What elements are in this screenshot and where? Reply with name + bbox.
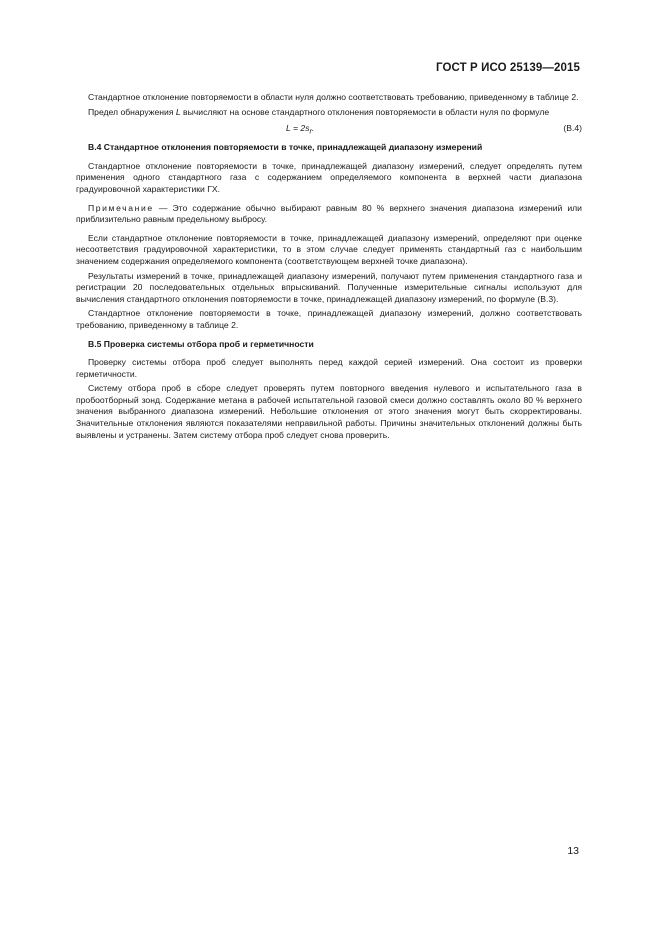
document-body (76, 92, 582, 441)
document-header: ГОСТ Р ИСО 25139—2015 (435, 62, 580, 74)
formula-subscript: r (309, 127, 312, 136)
formula-expression (286, 123, 314, 138)
formula-lhs: L (286, 123, 291, 134)
page-number: 13 (567, 845, 579, 857)
formula-number: (B.4) (563, 123, 582, 134)
paragraph: Проверку системы отбора проб следует выполнять перед каждой серией измерений. Она состоит из проверки герметичности. (76, 357, 582, 379)
paragraph: Если стандартное отклонение повторяемости в точке, принадлежащей диапазону измерений, определяют при оценке несоответствия градуировочной характеристики, то в этом случае следует применять стандартный газ с наибольшим значением содержания определяемого компонента (соответствующем верхней точке диапазона). (76, 232, 582, 266)
paragraph: Стандартное отклонение повторяемости в точке, принадлежащей диапазону измерений, следует определять путем применения одного стандартного газа с содержанием определяемого компонента в верхней части диапазона градуировочной характеристики ГХ. (76, 160, 582, 194)
paragraph: Результаты измерений в точке, принадлежащей диапазону измерений, получают путем применения стандартного газа и регистрации 20 последовательных отдельных впрыскиваний. Полученные измерительные сигналы используют для вычисления стандартного отклонения повторяемости в точке, принадлежащей диапазону измерений, по формуле (B.3). (76, 270, 582, 304)
paragraph: Стандартное отклонение повторяемости в точке, принадлежащей диапазону измерений, должно соответствовать требованию, приведенному в таблице 2. (76, 308, 582, 330)
paragraph: Стандартное отклонение повторяемости в области нуля должно соответствовать требованию, приведенному в таблице 2. (88, 92, 579, 102)
section-heading-b5: B.5 Проверка системы отбора проб и герметичности (88, 338, 314, 349)
paragraph (76, 107, 582, 119)
text: Предел обнаружения (88, 106, 176, 117)
symbol-l: L (175, 106, 181, 117)
formula-rhs: = 2s (290, 123, 310, 134)
formula-b4 (76, 123, 582, 135)
note (76, 203, 582, 226)
formula-end: . (311, 123, 315, 134)
paragraph: Систему отбора проб в сборе следует проверять путем повторного введения нулевого и испытательного газа в пробоотборный зонд. Содержание метана в рабочей испытательной газовой смеси должно составлять около 80 % верхнего значения выбранного диапазона измерений. Небольшие отклонения от этого значения могут быть скорректированы. Значительные отклонения являются показателями неправильной работы. Причины значительных отклонений должны быть выявлены и устранены. Затем систему отбора проб следует снова проверить. (76, 383, 582, 440)
note-text: — Это содержание обычно выбирают равным 80 % верхнего значения диапазона измерений или приблизительно равным предельному выбросу. (76, 202, 582, 225)
text: вычисляют на основе стандартного отклонения повторяемости в области нуля по формуле (180, 106, 550, 117)
section-heading-b4: B.4 Стандартное отклонения повторяемости в точке, принадлежащей диапазону измерений (88, 142, 483, 153)
note-label: Примечание (88, 202, 154, 213)
